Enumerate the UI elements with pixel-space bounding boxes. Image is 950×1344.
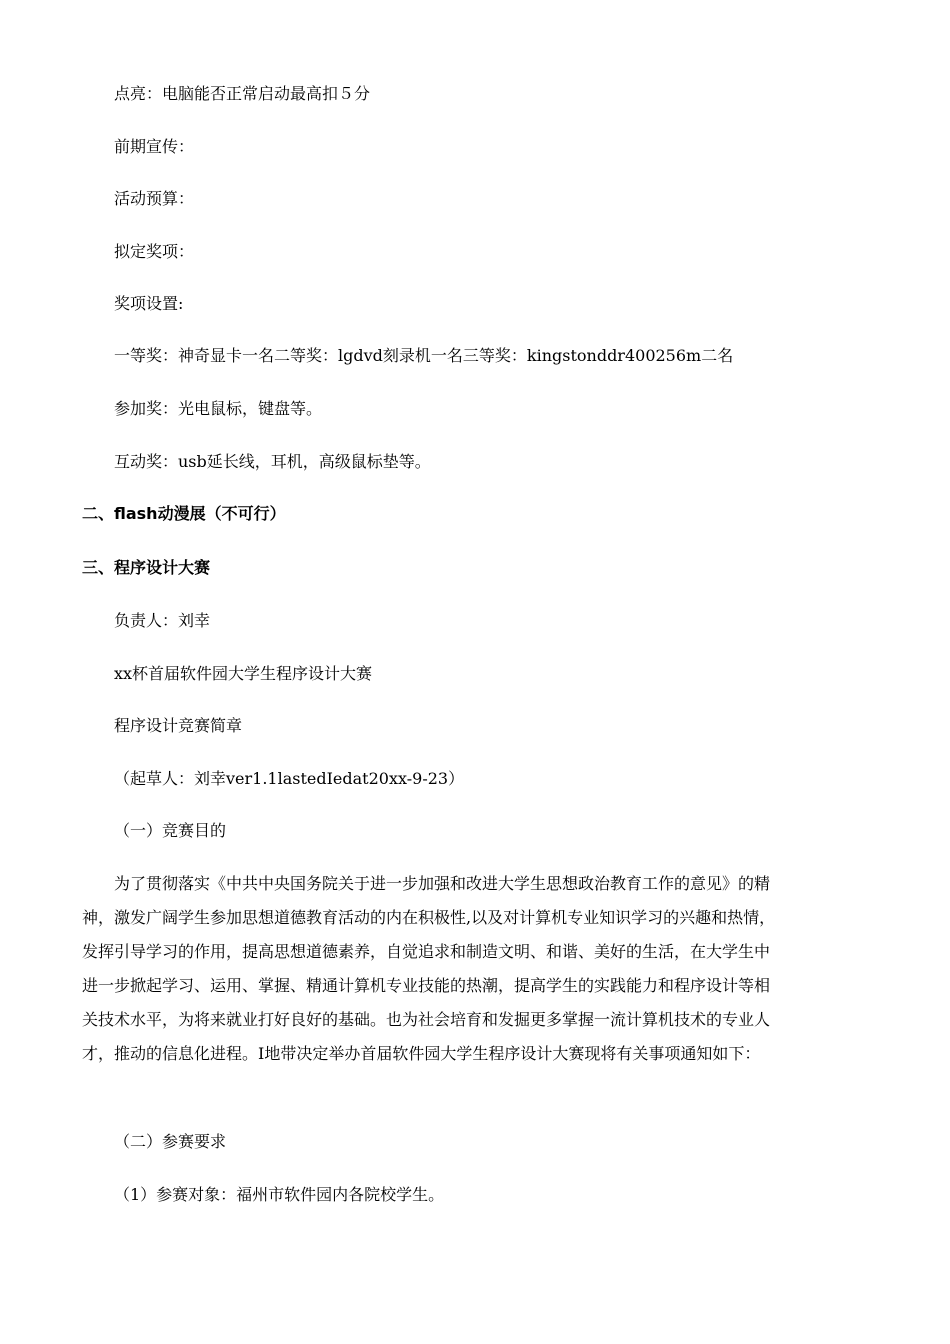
subsection-title-requirements: （二）参赛要求 <box>114 1132 227 1151</box>
section-heading-flash: 二、flash动漫展（不可行） <box>82 504 286 523</box>
text-line-power-on: 点亮：电脑能否正常启动最高扣５分 <box>114 84 371 103</box>
text-line-interactive-award: 互动奖：usb延长线，耳机，高级鼠标垫等。 <box>114 452 431 471</box>
paragraph-line: 关技术水平，为将来就业打好良好的基础。也为社会培育和发掘更多掌握一流计算机技术的专业人 <box>82 1010 771 1029</box>
subsection-title-purpose: （一）竞赛目的 <box>114 821 227 840</box>
paragraph-line: 发挥引导学习的作用，提高思想道德素养，自觉追求和制造文明、和谐、美好的生活，在大学生中 <box>82 942 771 961</box>
text-line-contest-name: xx杯首届软件园大学生程序设计大赛 <box>114 664 373 683</box>
text-line-planned-awards: 拟定奖项： <box>114 242 195 261</box>
paragraph-line: 神，激发广阔学生参加思想道德教育活动的内在积极性,以及对计算机专业知识学习的兴趣和热情， <box>82 908 776 927</box>
paragraph-purpose <box>82 867 862 1071</box>
paragraph-line: 才，推动的信息化进程。I地带决定举办首届软件园大学生程序设计大赛现将有关事项通知如下： <box>82 1044 761 1063</box>
section-heading-programming: 三、程序设计大赛 <box>82 558 211 577</box>
text-line-drafter: （起草人：刘幸ver1.1lastedIedat20xx-9-23） <box>114 769 465 788</box>
paragraph-line: 进一步掀起学习、运用、掌握、精通计算机专业技能的热潮，提高学生的实践能力和程序设计等相 <box>82 976 771 995</box>
text-line-owner: 负责人：刘幸 <box>114 611 211 630</box>
text-line-budget: 活动预算： <box>114 189 195 208</box>
text-line-participation-award: 参加奖：光电鼠标，键盘等。 <box>114 399 323 418</box>
text-line-prize-tiers: 一等奖：神奇显卡一名二等奖：lgdvd刻录机一名三等奖：kingstonddr400256m二名 <box>114 346 734 365</box>
text-line-participants: （1）参赛对象：福州市软件园内各院校学生。 <box>114 1185 445 1204</box>
text-line-promotion: 前期宣传： <box>114 137 195 156</box>
text-line-brochure: 程序设计竞赛简章 <box>114 716 243 735</box>
paragraph-line: 为了贯彻落实《中共中央国务院关于进一步加强和改进大学生思想政治教育工作的意见》的精 <box>114 874 771 893</box>
text-line-award-settings: 奖项设置: <box>114 294 184 313</box>
